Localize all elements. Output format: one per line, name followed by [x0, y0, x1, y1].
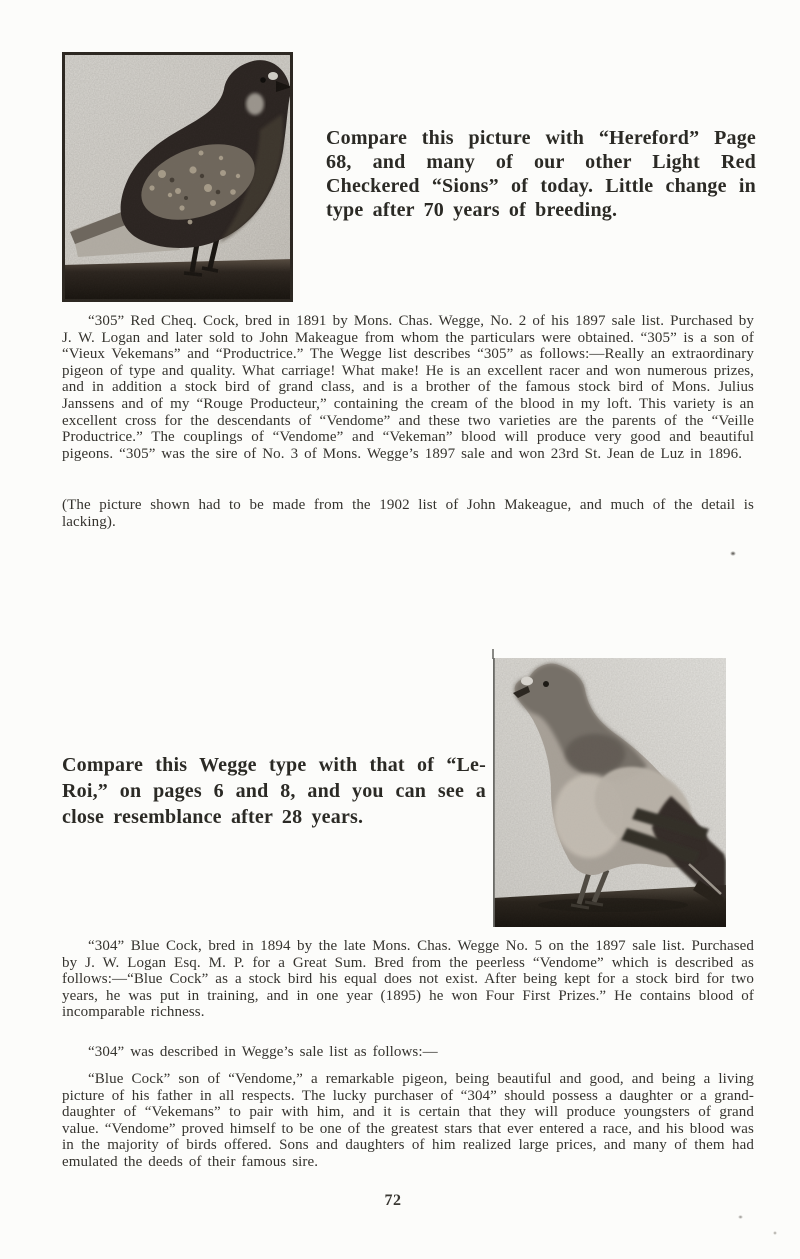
scan-speck [773, 1231, 777, 1235]
paragraph-304-sale-list-intro: “304” was described in Wegge’s sale list as follows:— [88, 1044, 438, 1060]
paragraph-blue-cock-description: “Blue Cock” son of “Vendome,” a remarkable pigeon, being beautiful and good, and being a living picture of his father in all respects. The lucky purchaser of “304” should possess a daughter or a grand-daughter of “Vekemans” to pair with him, and it is certain that they will produce youngsters of grand value. “Vendome” proved himself to be one of the greatest stars that ever entered a race, and his blood was in the majority of birds offered. Sons and daughters of him realized large prices, and many of them had emulated the deeds of their famous sire. [62, 1071, 754, 1170]
scan-speck [738, 1215, 743, 1219]
paragraph-305-description: “305” Red Cheq. Cock, bred in 1891 by Mons. Chas. Wegge, No. 2 of his 1897 sale list. Purchased by J. W. Logan and later sold to John Makeague from whom the particulars were obtained. “305” is a son of “Vieux Vekemans” and “Productrice.” The Wegge list describes “305” as follows:—Really an extraordinary pigeon of type and quality. What carriage! What make! He is an excellent racer and won numerous prizes, and in addition a stock bird of grand class, and is a brother of the famous stock bird of Mons. Julius Janssens and of my “Rouge Producteur,” containing the cream of the blood in my loft. This variety is an excellent cross for the descendants of “Vendome” and these two varieties are the parents of the “Veille Productrice.” The couplings of “Vendome” and “Vekeman” blood will produce very good and beautiful pigeons. “305” was the sire of No. 3 of Mons. Wegge’s 1897 sale and won 23rd St. Jean de Luz in 1896. [62, 313, 754, 462]
paragraph-304-description: “304” Blue Cock, bred in 1894 by the late Mons. Chas. Wegge No. 5 on the 1897 sale list. Purchased by J. W. Logan Esq. M. P. for a Great Sum. Bred from the peerless “Vendome” which is described as follows:—“Blue Cock” as a stock bird his equal does not exist. After being kept for a stock bird for two years, he was put in training, and in one year (1895) he won Four First Prizes.” He contains blood of incomparable richness. [62, 938, 754, 1021]
caption-leroi-comparison: Compare this Wegge type with that of “Le-Roi,” on pages 6 and 8, and you can see a close resemblance after 28 years. [62, 754, 486, 828]
caption-hereford-comparison: Compare this picture with “Hereford” Page 68, and many of our other Light Red Checkered “Sions” of today. Little change in type after 70 years of breeding. [326, 127, 756, 221]
pigeon-304-illustration [493, 658, 726, 927]
pigeon-305-illustration [62, 52, 293, 302]
paragraph-picture-note: (The picture shown had to be made from the 1902 list of John Makeague, and much of the detail is lacking). [62, 497, 754, 530]
pigeon-305-photo [62, 52, 293, 302]
page-number: 72 [384, 1192, 402, 1209]
scan-speck [730, 551, 736, 556]
pigeon-304-photo [493, 658, 726, 927]
